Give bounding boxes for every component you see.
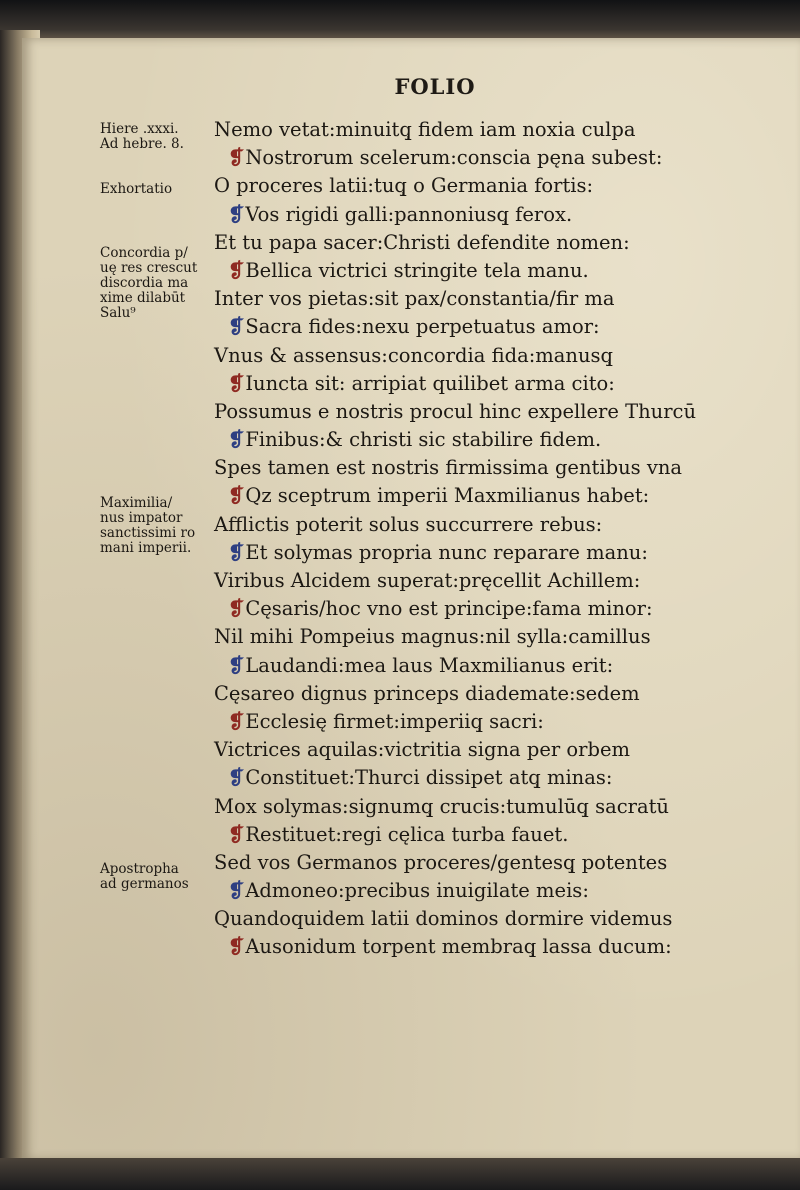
verse-text: Constituet:Thurci dissipet atq̧ minas: xyxy=(245,766,613,790)
paragraph-mark-blue: ❡ xyxy=(228,202,245,226)
verse-line xyxy=(214,426,774,454)
verse-text: Inter vos pietas:sit pax/constantia/fir ma xyxy=(214,287,615,311)
paragraph-mark-blue: ❡ xyxy=(228,766,245,790)
verse-text: Viribus Alcidem superat:pręcellit Achillem: xyxy=(214,569,641,592)
verse-line xyxy=(214,201,774,229)
marginal-note-line: discordia ma xyxy=(100,275,189,291)
verse-line xyxy=(214,849,774,877)
marginal-note xyxy=(100,182,212,197)
marginal-note-line: nus impator xyxy=(100,510,183,526)
marginal-note-line: mani imperii. xyxy=(100,540,192,556)
verse-text: Ausonidum torpent membraq̧ lassa ducum: xyxy=(245,935,672,959)
verse-text: Iuncta sit: arripiat quilibet arma cito: xyxy=(245,371,615,395)
marginal-note-line: Ad hebre. 8. xyxy=(100,136,184,152)
marginal-note-line: xime dilabūt xyxy=(100,290,186,306)
paragraph-mark-red: ❡ xyxy=(228,597,245,621)
marginal-note-line: uę res crescut xyxy=(100,260,198,276)
verse-line xyxy=(214,342,774,370)
verse-line xyxy=(214,933,774,961)
verse-text: Nostrorum scelerum:conscia pęna subest: xyxy=(245,146,663,170)
verse-text: Cęsaris/hoc vno est principe:fama minor: xyxy=(245,597,653,621)
verse-line xyxy=(214,905,774,933)
verse-text: Finibus:& christi sic stabilire fidem. xyxy=(245,428,602,452)
verse-line xyxy=(214,172,774,200)
verse-line xyxy=(214,877,774,905)
verse-text: Possumus e nostris procul hinc expellere Thurcū xyxy=(214,399,697,423)
paragraph-mark-red: ❡ xyxy=(228,935,245,959)
verse-line xyxy=(214,454,774,482)
paragraph-mark-red: ❡ xyxy=(228,146,245,170)
marginal-note-line: Concordia p/ xyxy=(100,245,188,261)
verse-line xyxy=(214,116,774,144)
book-top-edge xyxy=(0,0,800,42)
marginal-note xyxy=(100,122,212,152)
verse-text: Sed vos Germanos proceres/gentesq̧ potentes xyxy=(214,850,668,874)
verse-text: Cęsareo dignus princeps diademate:sedem xyxy=(214,681,640,705)
marginal-note-line: Salu⁹ xyxy=(100,305,136,321)
paragraph-mark-red: ❡ xyxy=(228,822,245,846)
verse-line xyxy=(214,398,774,426)
marginal-note-line: sanctissimi ro xyxy=(100,525,196,541)
marginal-note xyxy=(100,246,212,321)
verse-text: Admoneo:precibus inuigilate meis: xyxy=(245,879,589,903)
verse-text: O proceres latii:tuq̧ o Germania fortis: xyxy=(214,174,594,198)
paragraph-mark-blue: ❡ xyxy=(228,540,245,564)
verse-text: Vos rigidi galli:pannoniusq̧ ferox. xyxy=(245,202,573,226)
verse-text: Quandoquidem latii dominos dormire videmus xyxy=(214,907,673,931)
verse-line xyxy=(214,539,774,567)
verse-line xyxy=(214,482,774,510)
paragraph-mark-blue: ❡ xyxy=(228,428,245,452)
paragraph-mark-red: ❡ xyxy=(228,709,245,733)
verse-text: Afflictis poterit solus succurrere rebus: xyxy=(214,512,603,536)
verse-line xyxy=(214,144,774,172)
verse-line xyxy=(214,567,774,595)
verse-text: Victrices aquilas:victritia signa per orbem xyxy=(214,738,630,762)
verse-text: Bellica victrici stringite tela manu. xyxy=(245,258,589,282)
verse-line xyxy=(214,370,774,398)
verse-text: Nemo vetat:minuitq̧ fidem iam noxia culpa xyxy=(214,118,636,141)
paragraph-mark-red: ❡ xyxy=(228,484,245,508)
verse-text: Laudandi:mea laus Maxmilianus erit: xyxy=(245,653,614,677)
marginal-note xyxy=(100,862,212,892)
verse-block xyxy=(214,116,774,962)
verse-text: Ecclesię firmet:imperiiq̧ sacri: xyxy=(245,709,544,733)
marginal-note-line: ad germanos xyxy=(100,876,189,892)
book-bottom-edge xyxy=(0,1158,800,1190)
verse-line xyxy=(214,680,774,708)
verse-line xyxy=(214,764,774,792)
paragraph-mark-blue: ❡ xyxy=(228,653,245,677)
verse-text: Qz sceptrum imperii Maxmilianus habet: xyxy=(245,484,650,508)
verse-line xyxy=(214,511,774,539)
verse-text: Mox solymas:signumq̧ crucis:tumulūq̧ sacratū xyxy=(214,794,669,818)
verse-text: Et tu papa sacer:Christi defendite nomen: xyxy=(214,230,630,254)
marginal-note-line: Hiere .xxxi. xyxy=(100,121,179,137)
verse-text: Vnus & assensus:concordia fida:manusq̧ xyxy=(214,343,613,367)
verse-text: Nil mihi Pompeius magnus:nil sylla:camillus xyxy=(214,625,651,649)
verse-line xyxy=(214,257,774,285)
verse-text: Restituet:regi cęlica turba fauet. xyxy=(245,822,569,846)
verse-line xyxy=(214,229,774,257)
paragraph-mark-red: ❡ xyxy=(228,258,245,282)
marginal-note-line: Apostropha xyxy=(100,861,179,877)
verse-text: Sacra fides:nexu perpetuatus amor: xyxy=(245,315,600,339)
verse-line xyxy=(214,285,774,313)
marginal-note xyxy=(100,496,212,556)
paragraph-mark-red: ❡ xyxy=(228,371,245,395)
verse-text: Spes tamen est nostris firmissima gentibus vna xyxy=(214,456,683,480)
marginal-note-line: Maximilia/ xyxy=(100,495,173,511)
verse-line xyxy=(214,623,774,651)
marginal-note-line: Exhortatio xyxy=(100,181,173,197)
verse-line xyxy=(214,313,774,341)
verse-line xyxy=(214,708,774,736)
verse-line xyxy=(214,821,774,849)
page-header-folio: FOLIO xyxy=(394,74,476,99)
verse-line xyxy=(214,595,774,623)
verse-line xyxy=(214,736,774,764)
paragraph-mark-blue: ❡ xyxy=(228,879,245,903)
verse-text: Et solymas propria nunc reparare manu: xyxy=(245,540,648,564)
paragraph-mark-blue: ❡ xyxy=(228,315,245,339)
verse-line xyxy=(214,652,774,680)
verse-line xyxy=(214,793,774,821)
